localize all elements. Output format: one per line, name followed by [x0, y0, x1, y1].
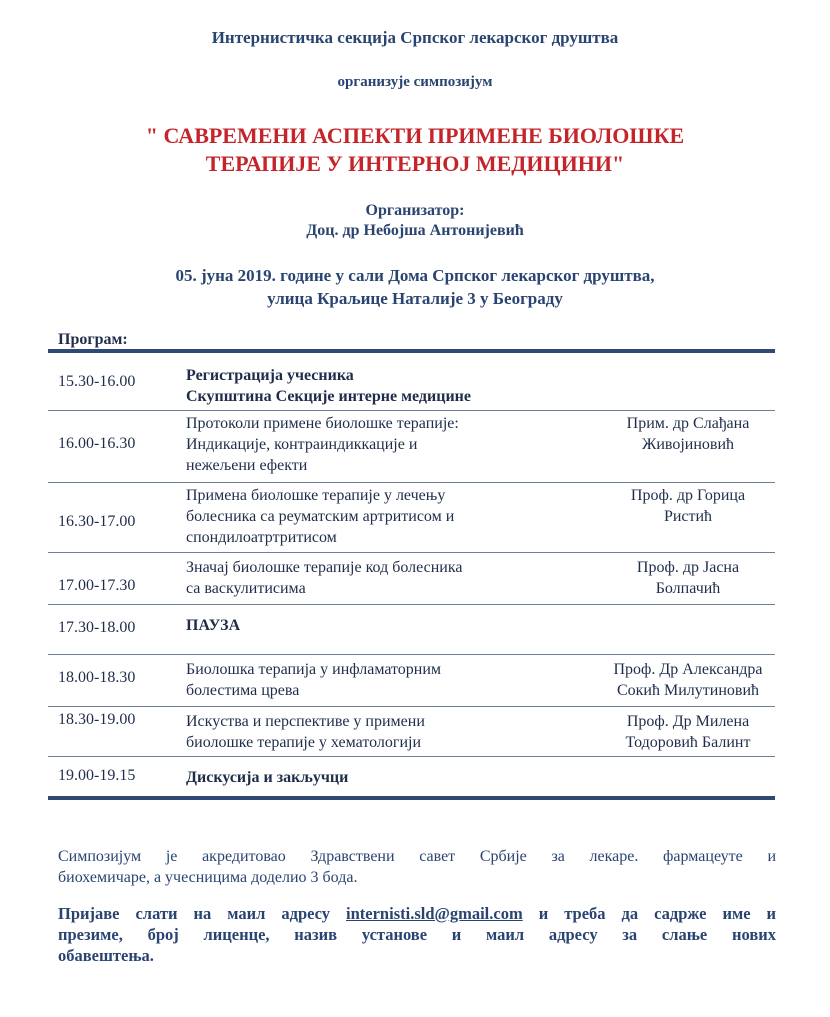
row-description [186, 659, 441, 701]
row-time: 17.00-17.30 [58, 577, 136, 594]
table-row [48, 655, 775, 707]
speaker-line: Проф. др Јасна [636, 559, 740, 576]
desc-line: Примена биолошке терапије у лечењу [186, 487, 446, 504]
application-line-2: презиме, број лиценце, назив установе и маил адресу за слање нових [58, 925, 776, 944]
title-line-1: " САВРЕМЕНИ АСПЕКТИ ПРИМЕНЕ БИОЛОШКЕ [145, 123, 685, 148]
desc-line: са васкулитисима [186, 580, 306, 597]
speaker-line: Ристић [663, 508, 713, 525]
speaker-line: Прим. др Слађана [626, 415, 750, 432]
organizes-subtitle: организује симпозијум [337, 74, 493, 90]
title-line-2: ТЕРАПИЈЕ У ИНТЕРНОЈ МЕДИЦИНИ" [205, 151, 625, 176]
application-line-3: обавештења. [58, 946, 154, 965]
row-description [186, 615, 240, 636]
row-description [186, 485, 454, 548]
speaker-line: Болпачић [655, 580, 721, 597]
desc-line: Регистрација учесника [186, 367, 354, 384]
desc-line: Дискусија и закључци [186, 769, 349, 786]
organization-heading: Интернистичка секција Српског лекарског друштва [211, 28, 619, 47]
desc-line: ПАУЗА [186, 617, 241, 634]
table-row [48, 553, 775, 605]
desc-line: болесника са реуматским артритисом и [186, 508, 455, 525]
table-row [48, 411, 775, 483]
desc-line: Значај биолошке терапије код болесника [186, 559, 463, 576]
table-row [48, 605, 775, 655]
email-link[interactable]: internisti.sld@gmail.com [346, 904, 523, 923]
application-line-1 [58, 903, 776, 924]
desc-line: биолошке терапије у хематологији [186, 734, 422, 751]
program-label: Програм: [58, 331, 128, 348]
apply-suffix: и треба да садрже име и [538, 904, 777, 923]
speaker-line: Проф. др Горица [630, 487, 746, 504]
desc-line: Скупштина Секције интерне медицине [186, 388, 471, 405]
row-time: 17.30-18.00 [58, 619, 136, 636]
desc-line: Искуства и перспективе у примени [186, 713, 425, 730]
row-time: 18.00-18.30 [58, 669, 136, 686]
row-description [186, 767, 348, 788]
row-description [186, 365, 471, 407]
speaker-line: Сокић Милутиновић [616, 682, 759, 699]
speaker-line: Проф. Др Александра [613, 661, 763, 678]
table-row [48, 353, 775, 411]
row-speaker [568, 413, 808, 455]
accreditation-paragraph [58, 846, 776, 888]
speaker-line: Тодоровић Балинт [625, 734, 751, 751]
row-time: 15.30-16.00 [58, 373, 136, 390]
accreditation-line-1: Симпозијум је акредитовао Здравствени савет Србије за лекаре. фармацеуте и [58, 848, 776, 865]
date-line-1: 05. јуна 2019. године у сали Дома Српског лекарског друштва, [175, 266, 655, 285]
row-speaker [568, 659, 808, 701]
desc-line: Протоколи примене биолошке терапије: [186, 415, 459, 432]
desc-line: Биолошка терапија у инфламаторним [186, 661, 442, 678]
row-speaker [568, 711, 808, 753]
row-description [186, 711, 425, 753]
desc-line: нежељени ефекти [186, 457, 308, 474]
row-speaker [568, 485, 808, 527]
table-row [48, 757, 775, 797]
accreditation-line-2: биохемичаре, а учесницима доделио 3 бода. [58, 869, 358, 886]
table-bottom-rule [48, 796, 775, 800]
desc-line: болестима црева [186, 682, 300, 699]
symposium-title [0, 122, 830, 178]
table-row [48, 707, 775, 757]
row-time: 19.00-19.15 [58, 767, 136, 784]
organizer-name: Доц. др Небојша Антонијевић [306, 222, 524, 239]
speaker-line: Проф. Др Милена [626, 713, 750, 730]
organizer-label: Организатор: [365, 202, 465, 219]
row-time: 16.00-16.30 [58, 435, 136, 452]
apply-prefix: Пријаве слати на маил адресу [58, 904, 331, 923]
row-speaker [568, 557, 808, 599]
application-paragraph [58, 903, 776, 966]
schedule-table [48, 353, 775, 797]
table-row [48, 483, 775, 553]
row-time: 16.30-17.00 [58, 513, 136, 530]
date-location [0, 264, 830, 310]
desc-line: спондилоатртритисом [186, 529, 337, 546]
desc-line: Индикације, контраиндиккације и [186, 436, 418, 453]
speaker-line: Живојиновић [641, 436, 735, 453]
row-time: 18.30-19.00 [58, 711, 136, 728]
row-description [186, 557, 462, 599]
row-description [186, 413, 459, 476]
date-line-2: улица Краљице Наталије 3 у Београду [267, 289, 563, 308]
